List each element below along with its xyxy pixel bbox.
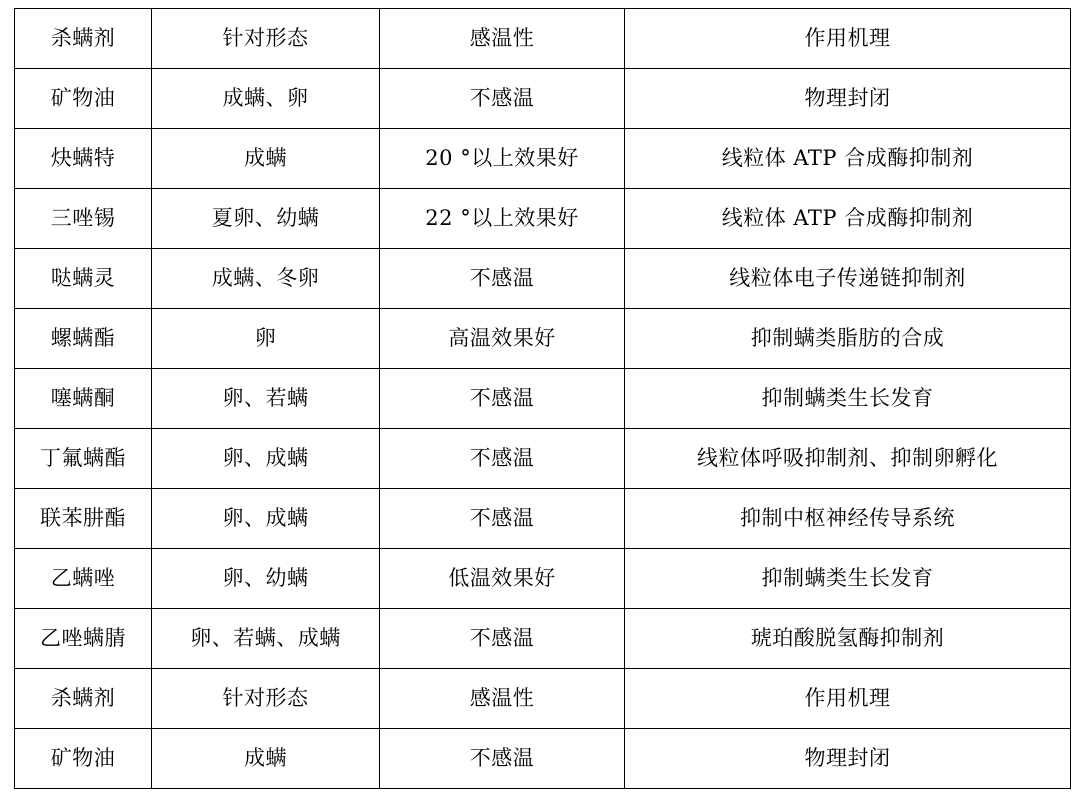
cell-acaricide: 杀螨剂 — [15, 9, 152, 69]
cell-temperature-sensitivity: 感温性 — [380, 9, 625, 69]
cell-target-stage: 成螨、冬卵 — [152, 249, 380, 309]
cell-mode-of-action: 线粒体 ATP 合成酶抑制剂 — [625, 129, 1071, 189]
cell-target-stage: 卵、成螨 — [152, 429, 380, 489]
cell-acaricide: 乙螨唑 — [15, 549, 152, 609]
cell-acaricide: 螺螨酯 — [15, 309, 152, 369]
cell-target-stage: 卵、幼螨 — [152, 549, 380, 609]
cell-target-stage: 夏卵、幼螨 — [152, 189, 380, 249]
cell-mode-of-action: 抑制螨类生长发育 — [625, 369, 1071, 429]
table-row — [15, 729, 1071, 789]
cell-temperature-sensitivity: 22 °以上效果好 — [380, 189, 625, 249]
cell-mode-of-action: 线粒体呼吸抑制剂、抑制卵孵化 — [625, 429, 1071, 489]
cell-mode-of-action: 物理封闭 — [625, 69, 1071, 129]
table-row — [15, 189, 1071, 249]
cell-acaricide: 噻螨酮 — [15, 369, 152, 429]
cell-mode-of-action: 抑制螨类生长发育 — [625, 549, 1071, 609]
cell-target-stage: 卵、成螨 — [152, 489, 380, 549]
cell-acaricide: 矿物油 — [15, 729, 152, 789]
table-row — [15, 369, 1071, 429]
table-row — [15, 9, 1071, 69]
cell-mode-of-action: 作用机理 — [625, 9, 1071, 69]
table-row — [15, 429, 1071, 489]
cell-target-stage: 成螨、卵 — [152, 69, 380, 129]
cell-temperature-sensitivity: 低温效果好 — [380, 549, 625, 609]
cell-acaricide: 矿物油 — [15, 69, 152, 129]
cell-temperature-sensitivity: 不感温 — [380, 609, 625, 669]
cell-acaricide: 三唑锡 — [15, 189, 152, 249]
acaricide-table — [14, 8, 1071, 789]
cell-mode-of-action: 作用机理 — [625, 669, 1071, 729]
cell-target-stage: 针对形态 — [152, 9, 380, 69]
cell-mode-of-action: 琥珀酸脱氢酶抑制剂 — [625, 609, 1071, 669]
table-row — [15, 249, 1071, 309]
cell-target-stage: 成螨 — [152, 129, 380, 189]
cell-acaricide: 哒螨灵 — [15, 249, 152, 309]
cell-temperature-sensitivity: 不感温 — [380, 489, 625, 549]
cell-acaricide: 联苯肼酯 — [15, 489, 152, 549]
cell-temperature-sensitivity: 不感温 — [380, 369, 625, 429]
cell-acaricide: 炔螨特 — [15, 129, 152, 189]
cell-acaricide: 杀螨剂 — [15, 669, 152, 729]
cell-target-stage: 卵 — [152, 309, 380, 369]
cell-target-stage: 卵、若螨 — [152, 369, 380, 429]
cell-temperature-sensitivity: 不感温 — [380, 429, 625, 489]
cell-temperature-sensitivity: 20 °以上效果好 — [380, 129, 625, 189]
table-row — [15, 129, 1071, 189]
table-row — [15, 489, 1071, 549]
cell-temperature-sensitivity: 不感温 — [380, 69, 625, 129]
cell-acaricide: 丁氟螨酯 — [15, 429, 152, 489]
cell-target-stage: 成螨 — [152, 729, 380, 789]
cell-temperature-sensitivity: 高温效果好 — [380, 309, 625, 369]
table-row — [15, 309, 1071, 369]
table-row — [15, 669, 1071, 729]
cell-mode-of-action: 线粒体电子传递链抑制剂 — [625, 249, 1071, 309]
table-row — [15, 69, 1071, 129]
cell-mode-of-action: 抑制中枢神经传导系统 — [625, 489, 1071, 549]
table-row — [15, 609, 1071, 669]
cell-mode-of-action: 物理封闭 — [625, 729, 1071, 789]
table-body — [15, 9, 1071, 789]
cell-mode-of-action: 线粒体 ATP 合成酶抑制剂 — [625, 189, 1071, 249]
cell-mode-of-action: 抑制螨类脂肪的合成 — [625, 309, 1071, 369]
cell-temperature-sensitivity: 不感温 — [380, 249, 625, 309]
cell-acaricide: 乙唑螨腈 — [15, 609, 152, 669]
cell-temperature-sensitivity: 不感温 — [380, 729, 625, 789]
cell-temperature-sensitivity: 感温性 — [380, 669, 625, 729]
table-row — [15, 549, 1071, 609]
cell-target-stage: 卵、若螨、成螨 — [152, 609, 380, 669]
cell-target-stage: 针对形态 — [152, 669, 380, 729]
